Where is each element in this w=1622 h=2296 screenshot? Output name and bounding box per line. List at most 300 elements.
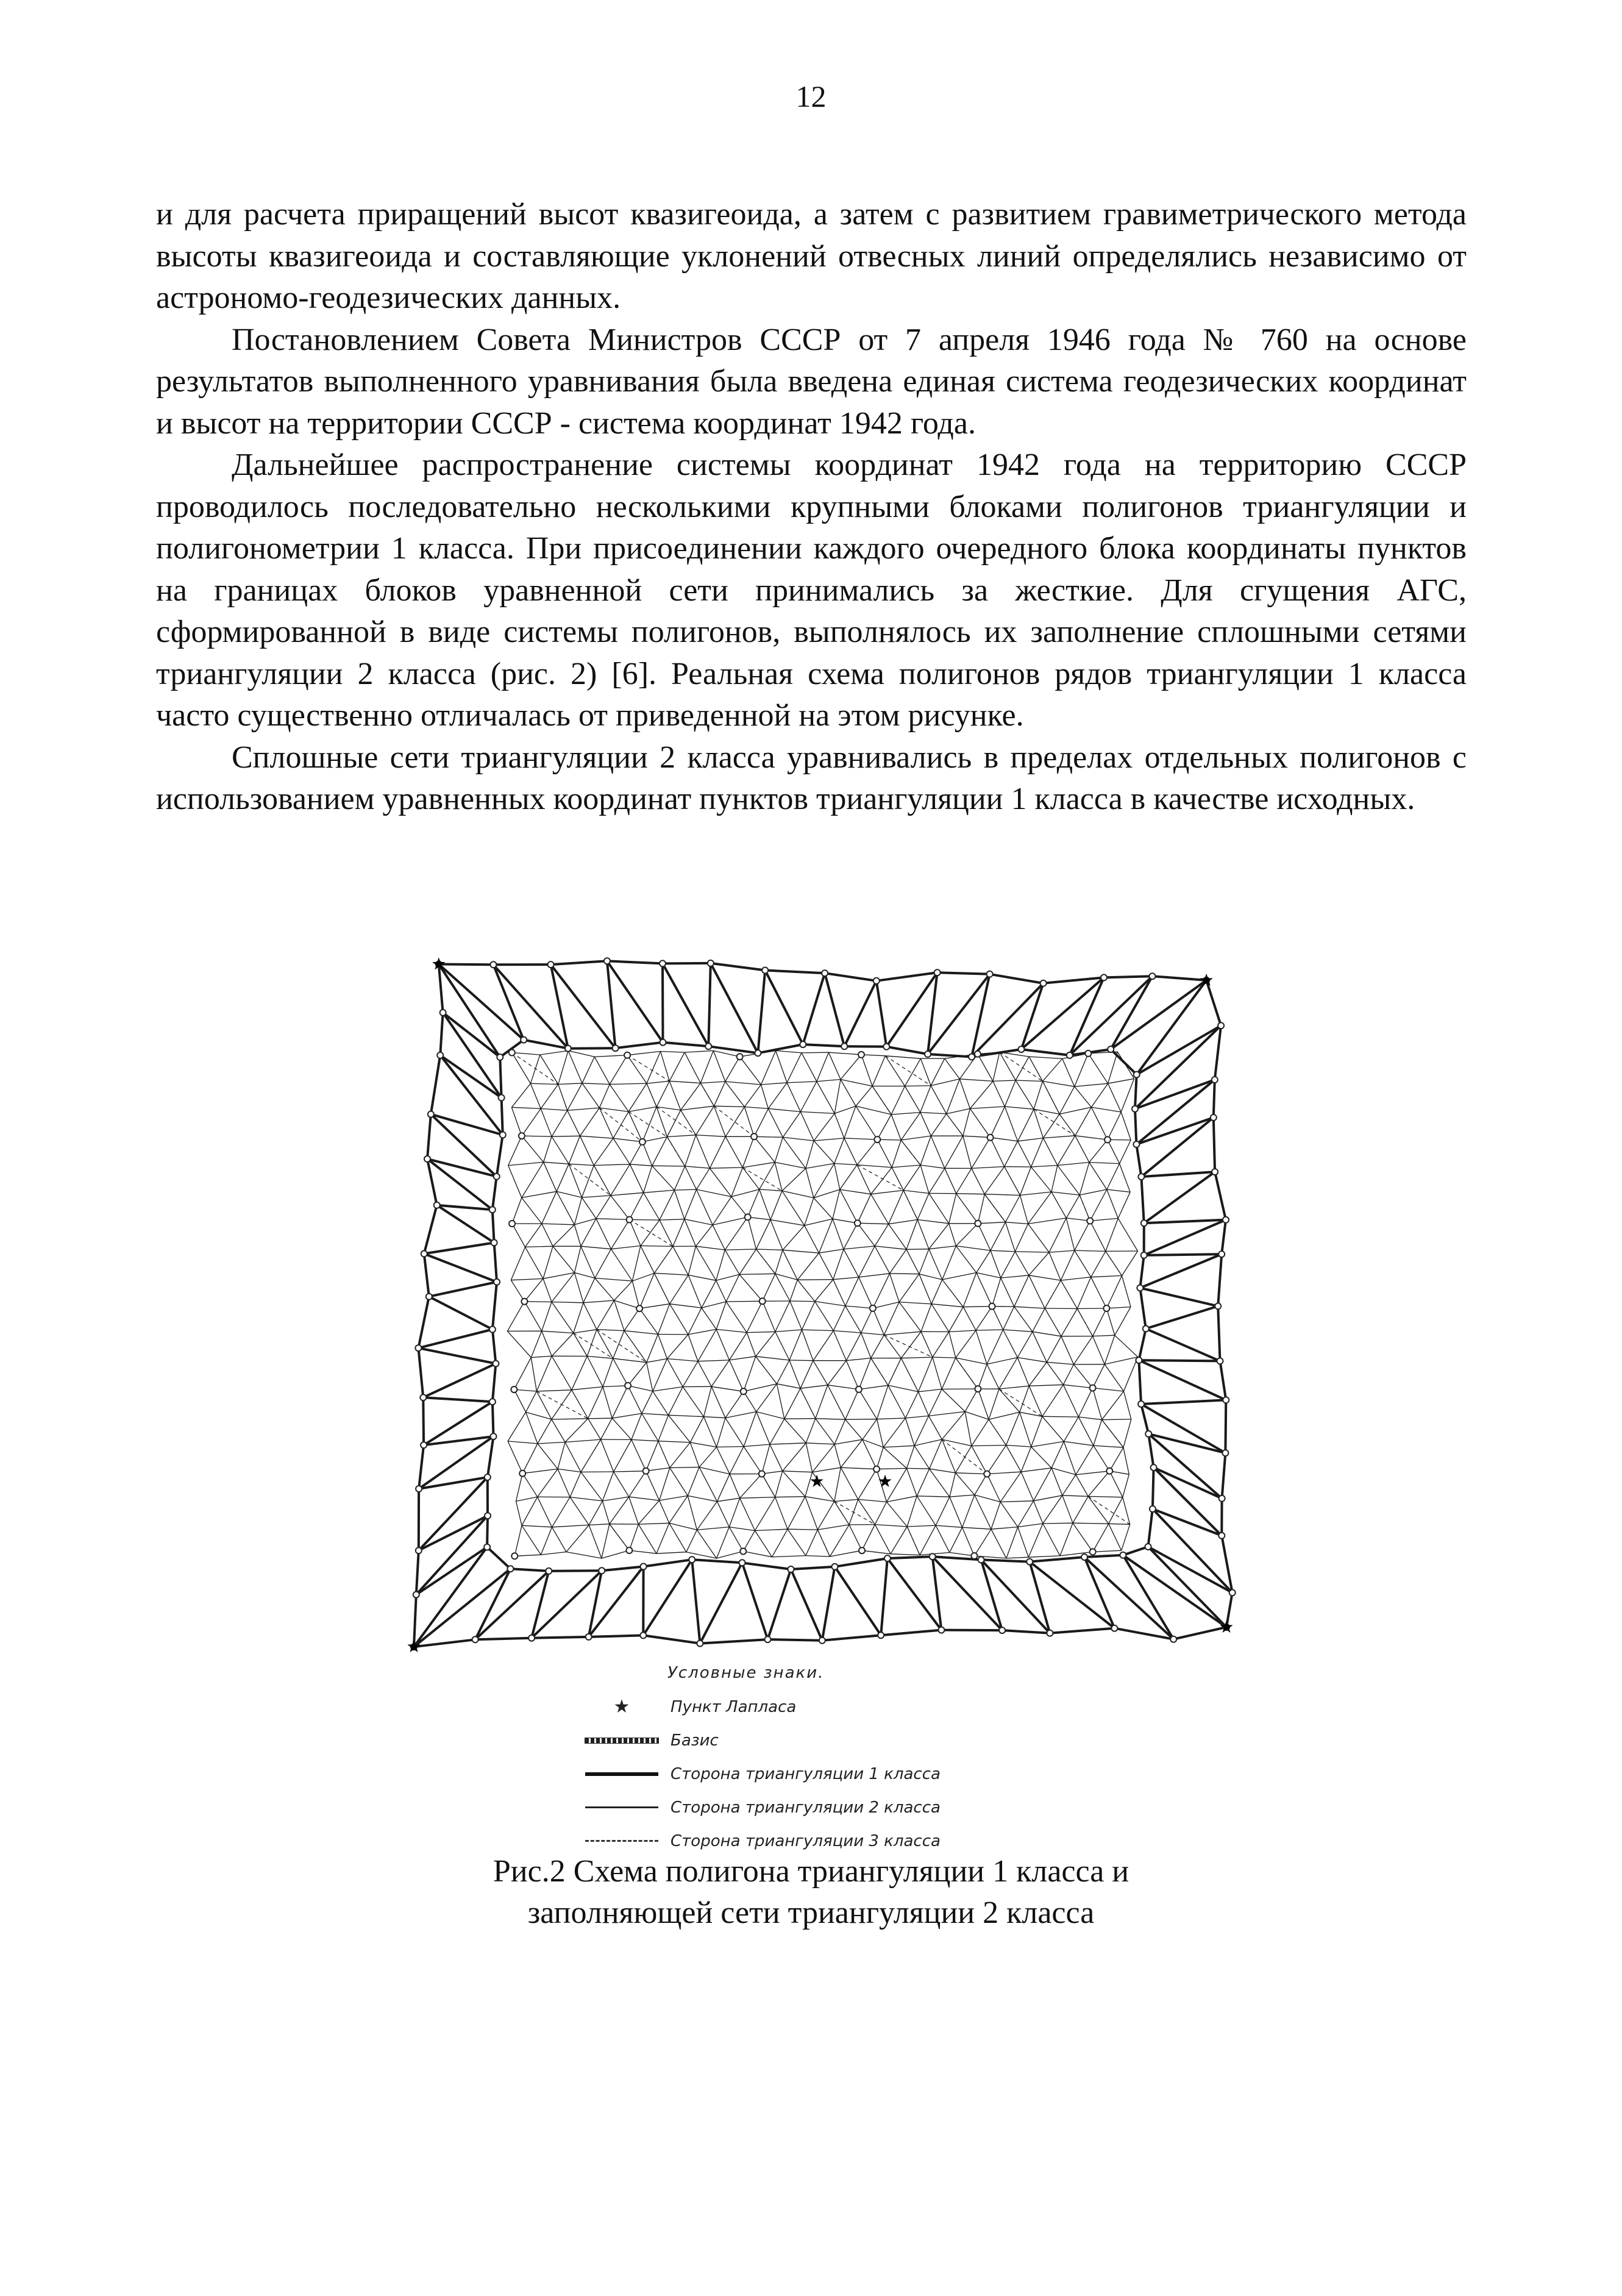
triangulation-point	[745, 1214, 751, 1220]
triangulation-point	[751, 1133, 757, 1139]
class2-side	[987, 1472, 1021, 1474]
class2-side	[596, 1196, 611, 1219]
class2-side	[614, 1439, 631, 1472]
triangulation-point	[1212, 1077, 1218, 1083]
class2-side	[883, 1447, 906, 1469]
base-line-icon	[579, 1734, 664, 1747]
class2-side	[890, 1274, 900, 1302]
class2-side	[889, 1190, 904, 1224]
class2-side	[669, 1081, 680, 1110]
triangulation-point	[1019, 1046, 1025, 1052]
class3-line-icon	[579, 1835, 664, 1847]
class1-side	[440, 1055, 503, 1135]
class2-side	[914, 1416, 929, 1446]
class2-side	[629, 1497, 660, 1500]
triangulation-point	[1218, 1022, 1224, 1029]
class2-side	[906, 1220, 917, 1250]
class1-side	[1104, 976, 1153, 977]
class1-side	[765, 971, 825, 974]
class2-side	[696, 1246, 716, 1280]
class2-side	[686, 1530, 697, 1552]
class2-side	[761, 1083, 788, 1085]
class2-side	[1115, 1307, 1131, 1336]
triangulation-point	[1150, 973, 1156, 979]
class2-side	[1020, 1196, 1028, 1224]
class2-side	[647, 1335, 658, 1363]
class1-side	[692, 1560, 742, 1563]
class2-side	[791, 1569, 822, 1641]
triangulation-point	[416, 1547, 422, 1553]
class2-side	[963, 1273, 976, 1307]
class2-side	[553, 1246, 575, 1272]
class2-side	[834, 1419, 845, 1444]
class2-side	[628, 1386, 653, 1391]
class2-side	[1091, 1277, 1107, 1308]
class2-side	[1089, 1163, 1107, 1190]
class2-side	[514, 1525, 522, 1556]
class2-side	[1091, 1107, 1121, 1112]
class2-side	[660, 1468, 670, 1501]
triangulation-point	[999, 1627, 1005, 1633]
class2-side	[1104, 1357, 1138, 1364]
triangulation-point	[978, 1556, 984, 1563]
class2-side	[739, 1274, 763, 1301]
triangulation-point	[1145, 1431, 1151, 1437]
class2-side	[1080, 1189, 1107, 1195]
class2-side	[806, 1530, 818, 1556]
class2-side	[859, 1358, 871, 1389]
class2-side	[629, 1524, 638, 1550]
class2-side	[748, 1189, 759, 1218]
triangulation-point	[604, 958, 610, 964]
class2-side	[945, 1058, 960, 1079]
class1-side	[1135, 1080, 1215, 1109]
class3-side	[599, 1108, 642, 1142]
class2-side	[1029, 1385, 1063, 1386]
class2-side	[859, 1385, 888, 1389]
triangulation-point	[1134, 1072, 1140, 1078]
class2-side	[511, 1278, 543, 1280]
class2-side	[1018, 1109, 1034, 1141]
class2-side	[670, 1304, 702, 1308]
class2-side	[756, 1332, 775, 1356]
triangulation-point	[521, 1037, 527, 1043]
class2-side	[1029, 1252, 1049, 1275]
class1-side	[1146, 1328, 1220, 1361]
class2-side	[802, 1053, 817, 1082]
class1-side	[1136, 1118, 1213, 1144]
class2-side	[1066, 1218, 1075, 1250]
class1-side	[1220, 1361, 1226, 1400]
class2-side	[641, 1220, 660, 1246]
triangulation-point	[489, 1327, 496, 1333]
class2-side	[437, 1205, 493, 1210]
class2-side	[888, 1385, 905, 1418]
class1-side	[1215, 1025, 1221, 1080]
class2-side	[581, 1246, 595, 1278]
class2-side	[685, 1166, 697, 1189]
class2-side	[1075, 1250, 1091, 1277]
class2-side	[834, 1163, 857, 1164]
class2-side	[730, 1474, 740, 1499]
class2-side	[907, 1468, 917, 1496]
class2-side	[962, 1527, 975, 1556]
class2-side	[552, 1302, 574, 1333]
triangulation-point	[1090, 1385, 1096, 1391]
class2-side	[1123, 1447, 1129, 1474]
class2-side	[1051, 1468, 1062, 1496]
class2-side	[805, 1497, 818, 1530]
class2-side	[1118, 1192, 1130, 1218]
class2-side	[612, 1386, 628, 1418]
class2-side	[857, 1165, 871, 1194]
class2-side	[891, 1086, 905, 1115]
triangulation-point	[708, 960, 714, 966]
class2-side	[744, 1444, 770, 1447]
class2-side	[740, 1057, 761, 1085]
class2-side	[1077, 1308, 1106, 1309]
class2-side	[950, 1473, 956, 1497]
class2-side	[699, 1467, 717, 1502]
class2-side	[1120, 1164, 1131, 1193]
class2-side	[742, 1168, 759, 1189]
class2-side	[906, 1249, 919, 1274]
class2-side	[698, 1329, 716, 1361]
class2-side	[984, 1194, 1020, 1196]
class2-side	[877, 981, 887, 1047]
laplace-point: ★	[877, 1471, 893, 1491]
triangulation-point	[509, 1221, 515, 1227]
star-glyph: ★	[613, 1695, 630, 1717]
class2-side	[601, 1418, 613, 1439]
class2-side	[806, 1141, 814, 1168]
class2-side	[845, 1419, 877, 1420]
class2-side	[950, 1527, 962, 1552]
triangulation-point	[969, 1054, 975, 1060]
class2-side	[1043, 1524, 1060, 1556]
class2-side	[844, 1249, 859, 1277]
class2-side	[800, 1361, 813, 1389]
class2-side	[669, 1415, 704, 1417]
triangulation-point	[1081, 1554, 1087, 1560]
class2-side	[611, 1164, 630, 1196]
class2-side	[1000, 1472, 1021, 1502]
class2-side	[1043, 1082, 1075, 1087]
class1-side	[424, 1205, 437, 1254]
class2-side	[825, 973, 844, 1046]
class2-side	[713, 1225, 725, 1250]
class2-side	[610, 1085, 628, 1112]
class2-side	[816, 1419, 834, 1444]
class2-side	[612, 1418, 631, 1439]
class2-side	[740, 1497, 775, 1499]
class2-side	[833, 1277, 859, 1280]
triangulation-point	[490, 961, 496, 968]
class2-side	[1091, 1107, 1108, 1139]
class2-side	[919, 1392, 929, 1416]
class2-side	[685, 1166, 710, 1168]
class2-side	[582, 1196, 611, 1197]
class2-side	[1102, 1419, 1131, 1420]
class2-side	[1093, 1308, 1107, 1336]
class2-side	[583, 1300, 614, 1303]
class2-side	[1061, 1336, 1074, 1364]
class1-side	[881, 1630, 941, 1636]
class1-side	[532, 1637, 589, 1638]
triangulation-point	[870, 1305, 876, 1311]
class2-side	[959, 1079, 993, 1082]
class2-side	[658, 1441, 690, 1442]
class2-side	[817, 1080, 841, 1082]
class2-side	[669, 1081, 700, 1083]
class2-side	[629, 1550, 656, 1553]
class1-side	[1144, 1220, 1226, 1223]
class2-side	[1078, 1417, 1093, 1446]
class2-side	[846, 1361, 859, 1389]
class2-side	[730, 1333, 747, 1360]
class2-side	[1045, 1308, 1061, 1336]
class2-side	[669, 1415, 691, 1442]
class2-side	[875, 1224, 889, 1246]
class2-side	[1108, 1052, 1118, 1083]
class2-side	[594, 1138, 613, 1165]
triangulation-point	[1143, 1325, 1149, 1332]
class2-side	[512, 1224, 525, 1247]
class2-side	[768, 1108, 800, 1111]
triangulation-point	[975, 1221, 981, 1227]
class2-side	[673, 1219, 685, 1247]
class2-side	[920, 1058, 931, 1085]
class2-side	[929, 1246, 956, 1249]
class2-side	[508, 1136, 522, 1166]
legend-item-class1	[579, 1757, 1128, 1791]
class2-side	[978, 1364, 987, 1389]
class2-side	[552, 1497, 571, 1527]
class2-side	[987, 1358, 1017, 1364]
class2-side	[647, 1363, 653, 1391]
class2-side	[936, 1497, 950, 1525]
class2-side	[1021, 1472, 1033, 1501]
class2-side	[638, 1523, 669, 1524]
class2-side	[777, 1384, 800, 1389]
class2-side	[905, 1418, 914, 1446]
triangulation-point	[739, 1560, 745, 1566]
class2-side	[697, 1527, 729, 1530]
class2-side	[658, 1335, 667, 1359]
class2-side	[1090, 1189, 1107, 1221]
class1-side	[475, 1638, 532, 1640]
class2-side	[1106, 1275, 1122, 1308]
class2-side	[644, 1193, 660, 1220]
class2-side	[611, 1220, 630, 1249]
class2-side	[542, 1302, 552, 1332]
class2-side	[761, 1050, 776, 1085]
class2-side	[1084, 1557, 1173, 1639]
triangulation-point	[1217, 1358, 1223, 1364]
class1-side	[427, 1114, 431, 1159]
class2-side	[1088, 1471, 1109, 1497]
class2-side	[630, 1220, 641, 1246]
class1-side	[419, 1445, 424, 1489]
class2-side	[978, 1389, 989, 1419]
paragraph: Дальнейшее распространение системы координат 1942 года на территорию СССР проводилось последовательно несколькими крупными блоками полигонов триангуляции и полигонометрии 1 класса. При присоединении каждого очередного блока координаты пунктов на границах блоков уравненной сети принимались за жесткие. Для сгущения АГС, сформированной в виде системы полигонов, выполнялось их заполнение сплошными сетями триангуляции 2 класса (рис. 2) [6]. Реальная схема полигонов рядов триангуляции 1 класса часто существенно отличалась от приведенной на этом рисунке.	[156, 447, 1467, 733]
class2-side	[1001, 1278, 1014, 1307]
class2-side	[558, 1083, 582, 1085]
class2-side	[1051, 1441, 1064, 1467]
class2-side	[965, 1411, 989, 1419]
class2-side	[1034, 1082, 1043, 1110]
class1-side	[643, 1635, 700, 1643]
class2-side	[653, 1391, 669, 1415]
class2-side	[783, 1225, 805, 1250]
triangulation-point	[493, 1361, 499, 1367]
class2-side	[1049, 1252, 1061, 1280]
triangulation-point	[415, 1345, 421, 1351]
triangulation-point	[440, 1010, 446, 1016]
class2-side	[1075, 1083, 1108, 1086]
triangulation-point	[546, 1568, 552, 1574]
class2-side	[920, 1086, 931, 1113]
class2-side	[1073, 1523, 1093, 1552]
class2-side	[1064, 1441, 1094, 1446]
class2-side	[965, 1389, 978, 1411]
class2-side	[581, 1472, 602, 1501]
class2-side	[1006, 1222, 1016, 1252]
triangulation-point	[484, 1544, 490, 1550]
class2-side	[725, 1107, 744, 1137]
class2-side	[572, 1387, 603, 1390]
class1-side	[1135, 1075, 1137, 1109]
class1-side	[1154, 1467, 1222, 1536]
class2-side	[717, 1527, 730, 1558]
class2-side	[920, 1165, 929, 1193]
class2-side	[597, 1330, 613, 1359]
class2-side	[956, 1224, 978, 1246]
class2-side	[748, 1217, 756, 1249]
class2-side	[624, 1331, 647, 1363]
class2-side	[1077, 1277, 1090, 1309]
class2-side	[999, 1389, 1020, 1412]
class2-side	[1075, 1136, 1089, 1163]
class2-side	[1063, 1364, 1073, 1385]
class2-side	[1042, 1416, 1064, 1441]
class1-side	[928, 1054, 972, 1057]
class2-side	[716, 1250, 725, 1280]
triangulation-point	[762, 968, 768, 974]
class2-side	[1061, 1277, 1090, 1280]
class2-side	[888, 1358, 901, 1386]
class2-side	[603, 1358, 613, 1386]
class2-side	[531, 1356, 552, 1357]
class2-side	[817, 1502, 834, 1530]
class2-side	[660, 1496, 688, 1500]
class2-side	[921, 1332, 933, 1357]
class2-side	[511, 1247, 525, 1280]
class2-side	[931, 1304, 963, 1307]
class2-side	[1136, 1080, 1214, 1144]
class2-side	[568, 1050, 594, 1057]
class2-side	[647, 1052, 661, 1084]
class2-side	[658, 1415, 669, 1441]
class2-side	[543, 1273, 575, 1279]
triangulation-point	[627, 1217, 633, 1223]
class2-side	[899, 1274, 919, 1302]
triangulation-point	[855, 1220, 861, 1226]
triangulation-point	[1136, 1357, 1142, 1363]
class1-side	[1140, 1288, 1145, 1329]
class2-side	[840, 1189, 858, 1223]
class2-side	[699, 1447, 717, 1467]
class2-side	[656, 1107, 667, 1136]
class2-side	[540, 1055, 558, 1084]
figure-caption	[0, 1851, 1622, 1934]
class2-side	[815, 1302, 834, 1331]
class2-side	[917, 1496, 950, 1497]
class2-side	[800, 1388, 816, 1418]
class2-side	[883, 1446, 914, 1447]
class2-side	[875, 1525, 907, 1527]
class2-side	[819, 1249, 844, 1253]
class2-side	[582, 1057, 594, 1083]
class2-side	[570, 1472, 581, 1497]
class2-side	[1075, 1054, 1089, 1086]
page-number: 12	[795, 79, 827, 113]
class2-side	[558, 1469, 581, 1472]
class1-side	[1153, 1467, 1154, 1509]
class2-side	[688, 1329, 716, 1335]
class2-side	[1020, 1167, 1031, 1196]
class2-side	[656, 1081, 669, 1107]
triangulation-point	[519, 1133, 525, 1139]
class1-side	[1225, 1400, 1226, 1453]
class2-side	[834, 1467, 841, 1501]
class2-side	[875, 1246, 890, 1274]
class2-side	[805, 1219, 833, 1225]
class2-side	[965, 1411, 972, 1446]
triangulation-point	[930, 1553, 936, 1560]
class2-side	[681, 1106, 714, 1110]
class2-side	[742, 1563, 768, 1639]
triangulation-point	[1101, 974, 1107, 980]
triangulation-point	[1141, 1252, 1147, 1258]
class2-side	[759, 1189, 782, 1191]
class2-side	[956, 1246, 976, 1273]
class2-side	[542, 1331, 552, 1356]
class2-side	[690, 1442, 699, 1467]
class2-side	[630, 1164, 643, 1193]
triangulation-point	[1141, 1220, 1147, 1226]
class2-side	[814, 1163, 834, 1197]
class2-side	[1005, 1107, 1017, 1141]
class2-side	[1148, 1547, 1233, 1592]
triangulation-point	[925, 1051, 931, 1057]
class1-side	[439, 964, 494, 965]
class2-side	[725, 1057, 740, 1082]
class2-side	[443, 1013, 500, 1057]
class2-side	[663, 963, 708, 1046]
class2-side	[862, 1550, 891, 1554]
class2-side	[857, 1165, 892, 1168]
class2-side	[1003, 1330, 1033, 1332]
class1-side	[1141, 1404, 1225, 1453]
class2-side	[782, 1191, 814, 1198]
class2-side	[674, 1166, 685, 1190]
class1-side	[941, 1630, 1002, 1631]
class1-side	[886, 1047, 928, 1054]
class2-side	[959, 1079, 970, 1109]
class2-side	[950, 1553, 975, 1556]
class2-side	[775, 1274, 790, 1301]
